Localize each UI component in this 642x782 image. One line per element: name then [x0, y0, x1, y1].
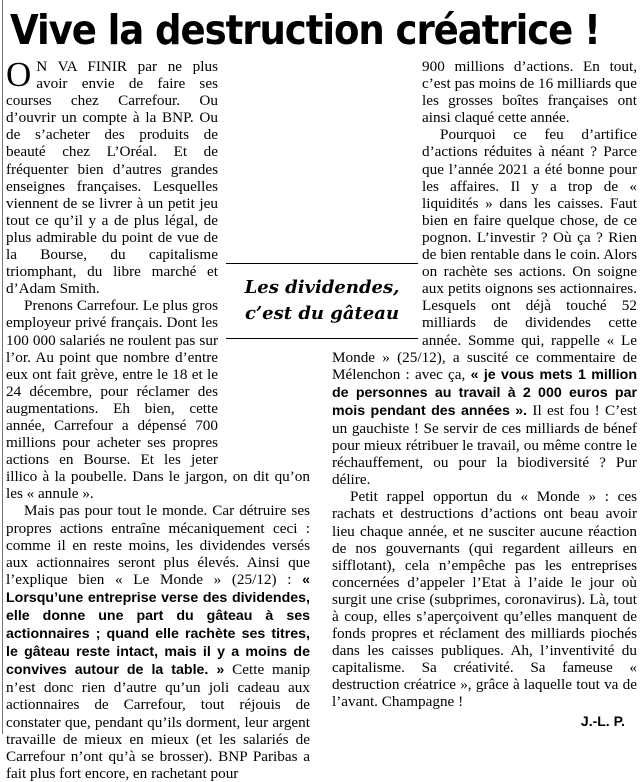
paragraph: Prenons Carrefour. Le plus gros employeur privé français. Dont les 100 000 salariés ne roulent pas sur l’or. Au point que nombre d’entre eux ont fait grève, entre le 18 et le 24 décembre, pour réclamer des augmentations. Eh bien, cette année, Carrefour a dépensé 700 millions pour acheter ses propres actions en Bourse. Et les jeter illico à la poubelle. Dans le jargon, on dit qu’on les « annule ».	[6, 297, 310, 503]
paragraph	[6, 55, 310, 298]
paragraph: 900 millions d’actions. En tout, c’est pas moins de 16 milliards que les grosses boîtes françaises ont ainsi claqué cette année.	[422, 58, 637, 127]
pullquote-line: c’est du gâteau	[244, 303, 400, 324]
right-column	[332, 58, 637, 730]
left-column	[6, 55, 311, 782]
pullquote-line: Les dividendes,	[244, 277, 400, 298]
paragraph: Petit rappel opportun du « Monde » : ces rachats et destructions d’actions ont beau avoir lieu chaque année, et ne susciter aucune réaction de nos gouvernants (qui regardent ailleurs en sifflotant), cela n’empêche pas les entreprises concernées d’appeler l’Etat à l’aide le jour où surgit une crise (subprimes, coronavirus). Là, tout à coup, elles s’aperçoivent qu’elles manquent de fonds propres et réclament des milliards piochés dans les caisses publiques. Ah, l’inventivité du capitalisme. Sa créativité. Sa fameuse « destruction créatrice », grâce à laquelle tout va de l’avant. Champagne !	[332, 488, 637, 711]
drop-cap: O	[6, 55, 32, 94]
pullquote	[226, 263, 418, 339]
author-signature: J.-L. P.	[580, 712, 625, 729]
paragraph-text: Il est fou ! C’est un gauchiste ! Se servir de ces milliards de bénef pour mieux rétribuer le travail, ou même contre le réchauffement, ou pour la biodiversité ? Pur délire.	[332, 401, 637, 489]
quote-bold: « je vous mets 1 million de personnes au travail à 2 000 euros par mois pendant des années ».	[332, 366, 637, 419]
paragraph	[6, 502, 310, 782]
paragraph-text: Mais pas pour tout le monde. Car détruire ses propres actions entraîne mécaniquement ceci : comme il en reste moins, les dividendes versés aux actionnaires seront plus élevés. Ainsi que l’explique bien « Le Monde » (25/12) :	[6, 502, 310, 588]
paragraph-text: Pourquoi ce feu d’artifice d’actions réduites à néant ? Parce que l’année 2021 a été bonne pour les affaires. Il y a trop de « liquidités » dans les caisses. Faut bien en faire quelque chose, de ce pognon. L’investir ? Où ça ? Rien de bien rentable dans le coin. Alors on rachète ses actions. On soigne aux petits oignons ses actionnaires. Lesquels ont déjà touché 52 milliards de dividendes cette année. Somme qui, rappelle « Le Monde » (25/12), a suscité ce commentaire de Mélenchon : avec ça,	[332, 126, 637, 383]
headline: Vive la destruction créatrice !	[10, 6, 600, 54]
column-rule	[2, 0, 3, 734]
paragraph-text: N VA FINIR par ne plus avoir envie de faire ses courses chez Carrefour. Ou d’ouvrir un compte à la BNP. Ou de s’acheter des produits de beauté chez L’Oréal. Et de fréquenter bien d’autres grandes enseignes françaises. Lesquelles viennent de se livrer à un petit jeu tout ce qu’il y a de plus légal, de plus admirable du point de vue de la Bourse, du capitalisme triomphant, du libre marché et d’Adam Smith.	[6, 58, 218, 298]
quote-bold: « Lorsqu’une entreprise verse des dividendes, elle donne une part du gâteau à ses actionnaires ; quand elle rachète ses titres, le gâteau reste intact, mais il y a moins de convives autour de la table. »	[6, 571, 310, 679]
paragraph-text: Cette manip n’est donc rien d’autre qu’un joli cadeau aux actionnaires de Carrefour, tout réjouis de constater que, pendant qu’ils dorment, leur argent travaille de mieux en mieux (et les salariés de Carrefour n’ont qu’à se brosser). BNP Paribas a fait plus fort encore, en rachetant pour	[6, 661, 311, 782]
